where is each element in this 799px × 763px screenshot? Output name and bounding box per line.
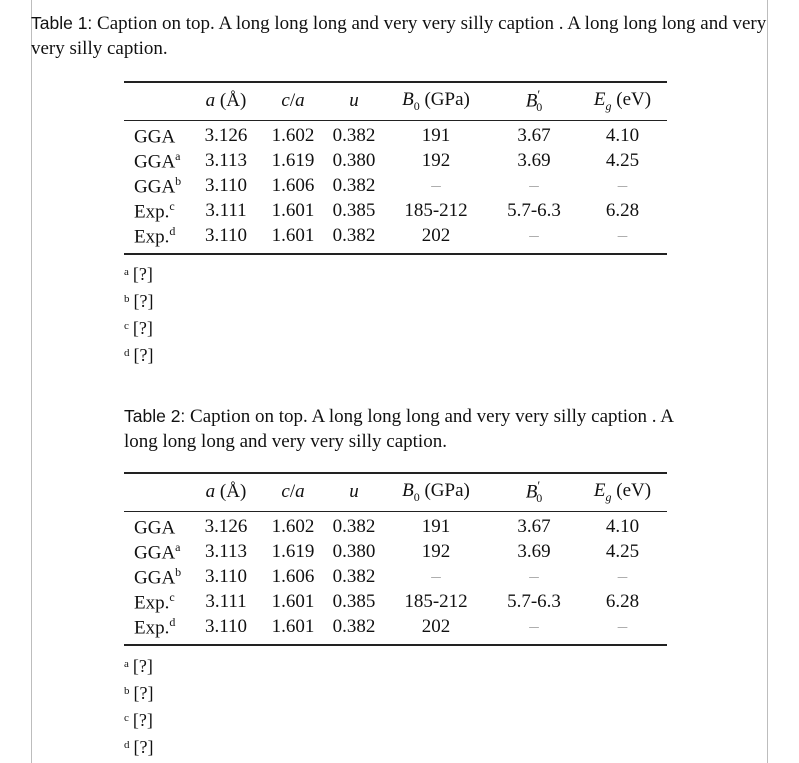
table-1 [124,81,667,255]
cell-eg: 6.28 [605,591,640,612]
header-empty [124,473,192,511]
header-eg: $E_g$ (eV) [578,473,667,511]
cell-a: 3.110 [204,175,248,196]
cell-eg: 4.25 [605,150,640,171]
cell-bp: 3.67 [517,516,551,537]
cell-ca: 1.601 [271,200,315,221]
footnote: $^a$ [?] [124,656,153,676]
footnote: $^c$ [?] [124,318,153,338]
cell-name: GGA$^a$ [134,539,181,564]
cell-ca: 1.606 [271,175,315,196]
cell-name: GGA [134,517,176,539]
cell-ca: 1.601 [260,615,326,645]
cell-b0: – [431,175,441,196]
cell-ca: 1.619 [271,150,315,171]
cell-a: 3.111 [205,591,247,612]
cell-b0: 191 [421,125,451,146]
header-u: u [326,82,382,120]
cell-a: 3.111 [205,200,247,221]
table-row [124,174,667,199]
cell-b0: 202 [382,615,490,645]
header-a: a (Å) [192,82,260,120]
cell-ca: 1.602 [271,516,315,537]
cell-u: 0.385 [332,591,376,612]
cell-a: 3.110 [204,566,248,587]
table-2-caption [124,404,684,454]
caption-text: Caption on top. A long long long and very very silly caption . A long long long and very very silly caption. [31,13,767,59]
caption-text: Caption on top. A long long long and very very silly caption . A long long long and very very silly caption. [124,406,673,452]
cell-u: 0.382 [332,566,376,587]
header-empty [124,82,192,120]
cell-a: 3.126 [204,125,248,146]
table-2-footnotes [124,652,153,760]
table-row [124,565,667,590]
caption-label: Table 1: [31,13,93,33]
cell-u: 0.380 [332,150,376,171]
cell-eg: 4.25 [605,541,640,562]
table-row [124,511,667,540]
cell-ca: 1.619 [271,541,315,562]
cell-b0: 185-212 [404,200,468,221]
table-2 [124,472,667,646]
cell-name: Exp.$^d$ [124,615,192,645]
header-b-prime: $B'_0$ [490,473,578,511]
footnote: $^b$ [?] [124,291,154,311]
cell-u: 0.380 [332,541,376,562]
header-u: u [326,473,382,511]
cell-name: Exp.$^d$ [124,224,192,254]
cell-u: 0.385 [332,200,376,221]
header-eg: $E_g$ (eV) [578,82,667,120]
cell-b0: 202 [382,224,490,254]
cell-ca: 1.601 [271,591,315,612]
cell-bp: – [529,566,539,587]
table-1-caption [31,11,771,61]
cell-eg: – [578,615,667,645]
cell-bp: 3.69 [517,150,551,171]
header-b0: $B_0$ (GPa) [382,82,490,120]
cell-name: GGA$^a$ [134,148,181,173]
header-a: a (Å) [192,473,260,511]
footnote: $^c$ [?] [124,710,153,730]
table-row [124,199,667,224]
cell-eg: 6.28 [605,200,640,221]
footnote: $^d$ [?] [124,345,154,365]
footnote: $^b$ [?] [124,683,154,703]
cell-bp: – [490,615,578,645]
cell-bp: 3.67 [517,125,551,146]
table-row [124,615,667,645]
cell-b0: 192 [421,541,451,562]
cell-eg: – [617,566,628,587]
caption-label: Table 2: [124,406,186,426]
cell-name: Exp.$^c$ [134,198,175,223]
cell-eg: 4.10 [605,125,640,146]
header-c-over-a: c/a [260,473,326,511]
cell-b0: 185-212 [404,591,468,612]
cell-ca: 1.601 [260,224,326,254]
table-row [124,149,667,174]
header-c-over-a: c/a [260,82,326,120]
cell-eg: – [578,224,667,254]
cell-eg: 4.10 [605,516,640,537]
table-1-footnotes [124,260,153,368]
cell-u: 0.382 [332,125,376,146]
cell-name: Exp.$^c$ [134,589,175,614]
cell-name: GGA [134,126,176,148]
cell-u: 0.382 [332,175,376,196]
cell-a: 3.113 [204,150,248,171]
cell-bp: – [490,224,578,254]
cell-a: 3.110 [192,224,260,254]
cell-b0: – [431,566,441,587]
table-row [124,590,667,615]
header-row [124,473,667,511]
header-b-prime: $B'_0$ [490,82,578,120]
page-left-border [31,0,32,763]
cell-bp: 5.7-6.3 [507,200,561,221]
cell-u: 0.382 [326,615,382,645]
cell-bp: – [529,175,539,196]
cell-u: 0.382 [326,224,382,254]
page-right-border [767,0,768,763]
footnote: $^a$ [?] [124,264,153,284]
cell-a: 3.113 [204,541,248,562]
cell-b0: 192 [421,150,451,171]
table-row [124,540,667,565]
header-b0: $B_0$ (GPa) [382,473,490,511]
cell-a: 3.110 [192,615,260,645]
cell-ca: 1.606 [271,566,315,587]
cell-name: GGA$^b$ [134,564,182,589]
cell-bp: 3.69 [517,541,551,562]
cell-name: GGA$^b$ [134,173,182,198]
cell-bp: 5.7-6.3 [507,591,561,612]
cell-eg: – [617,175,628,196]
table-row [124,120,667,149]
cell-a: 3.126 [204,516,248,537]
header-row [124,82,667,120]
table-row [124,224,667,254]
cell-ca: 1.602 [271,125,315,146]
footnote: $^d$ [?] [124,737,154,757]
cell-u: 0.382 [332,516,376,537]
cell-b0: 191 [421,516,451,537]
